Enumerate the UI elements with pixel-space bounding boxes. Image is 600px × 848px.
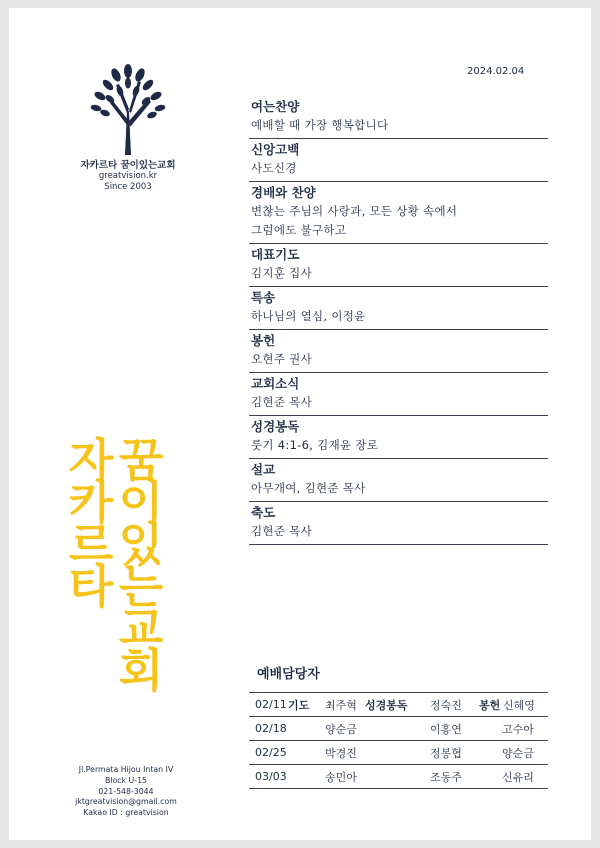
order-item-detail: 김현준 목사 <box>251 395 312 409</box>
order-item-detail: 김현준 목사 <box>251 524 312 538</box>
offering-label: 봉헌 <box>479 698 501 712</box>
church-since: Since 2003 <box>104 182 152 192</box>
order-item-title: 경배와 찬양 <box>251 185 316 200</box>
reading-name: 이홍연 <box>430 722 462 736</box>
staff-title: 예배담당자 <box>257 667 320 682</box>
table-row <box>249 692 548 717</box>
order-item <box>249 330 548 373</box>
vertical-title-line-2: 꿈이있는교회 <box>111 436 165 688</box>
offering-name: 고수아 <box>502 722 534 736</box>
contact-info <box>51 765 201 819</box>
order-item-detail: 오현주 권사 <box>251 352 312 366</box>
prayer-label: 기도 <box>288 698 310 712</box>
order-item <box>249 416 548 459</box>
church-name: 자카르타 꿈이있는교회 <box>80 160 176 171</box>
order-item-detail: 변찮는 주님의 사랑과, 모든 상황 속에서 <box>251 204 458 218</box>
prayer-name: 양순금 <box>325 722 357 736</box>
order-item-detail: 그럼에도 불구하고 <box>251 223 347 237</box>
church-website: greatvision.kr <box>98 171 158 181</box>
order-item-title: 교회소식 <box>251 376 300 391</box>
address-line-2: Block U-15 <box>104 775 147 785</box>
order-item-title: 신앙고백 <box>251 142 300 157</box>
order-item-detail: 아무개여, 김현준 목사 <box>251 481 366 495</box>
tree-icon <box>86 63 170 155</box>
table-row <box>249 741 548 765</box>
order-item <box>249 244 548 287</box>
order-item <box>249 139 548 182</box>
table-row <box>249 717 548 741</box>
church-logo <box>70 63 186 193</box>
order-item-detail: 룻기 4:1-6, 김재윤 장로 <box>251 438 379 452</box>
email-address: jktgreatvision@gmail.com <box>75 797 177 807</box>
reading-name: 정봉협 <box>430 746 462 760</box>
table-row <box>249 765 548 789</box>
reading-name: 정숙진 <box>430 698 462 712</box>
offering-name: 양순금 <box>502 746 534 760</box>
kakao-id: Kakao ID : greatvision <box>83 808 169 818</box>
reading-name: 조동주 <box>430 770 462 784</box>
vertical-church-title <box>49 436 199 766</box>
order-item <box>249 96 548 139</box>
order-item-title: 축도 <box>251 505 276 520</box>
order-item-detail: 김지훈 집사 <box>251 266 312 280</box>
reading-label: 성경봉독 <box>365 698 408 712</box>
order-item-detail: 하나님의 열심, 이정윤 <box>251 309 366 323</box>
offering-name: 신혜영 <box>503 698 535 712</box>
worship-order <box>249 96 548 545</box>
order-item-title: 대표기도 <box>251 247 300 262</box>
order-item-title: 여는찬양 <box>251 99 300 114</box>
order-item-title: 성경봉독 <box>251 419 300 434</box>
order-item-title: 설교 <box>251 462 276 477</box>
phone-number: 021-548-3044 <box>98 786 154 796</box>
prayer-name: 박경진 <box>325 746 357 760</box>
row-date: 02/11 <box>255 698 287 711</box>
order-item <box>249 182 548 244</box>
worship-staff-table <box>249 663 548 789</box>
prayer-name: 송민아 <box>325 770 357 784</box>
vertical-title-line-1: 자카르타 <box>61 436 115 604</box>
row-date: 03/03 <box>255 770 287 783</box>
order-item <box>249 287 548 330</box>
row-date: 02/25 <box>255 746 287 759</box>
order-item <box>249 502 548 545</box>
order-item-title: 봉헌 <box>251 333 276 348</box>
bulletin-page <box>9 8 591 840</box>
order-item-title: 특송 <box>251 290 276 305</box>
offering-name: 신유리 <box>502 770 534 784</box>
address-line-1: Jl.Permata Hijou Intan IV <box>78 765 174 774</box>
bulletin-date: 2024.02.04 <box>467 66 525 77</box>
order-item <box>249 459 548 502</box>
order-item-detail: 사도신경 <box>251 161 297 175</box>
row-date: 02/18 <box>255 722 287 735</box>
order-item-detail: 예배할 때 가장 행복합니다 <box>251 118 389 132</box>
order-item <box>249 373 548 416</box>
prayer-name: 최주혁 <box>325 698 357 712</box>
